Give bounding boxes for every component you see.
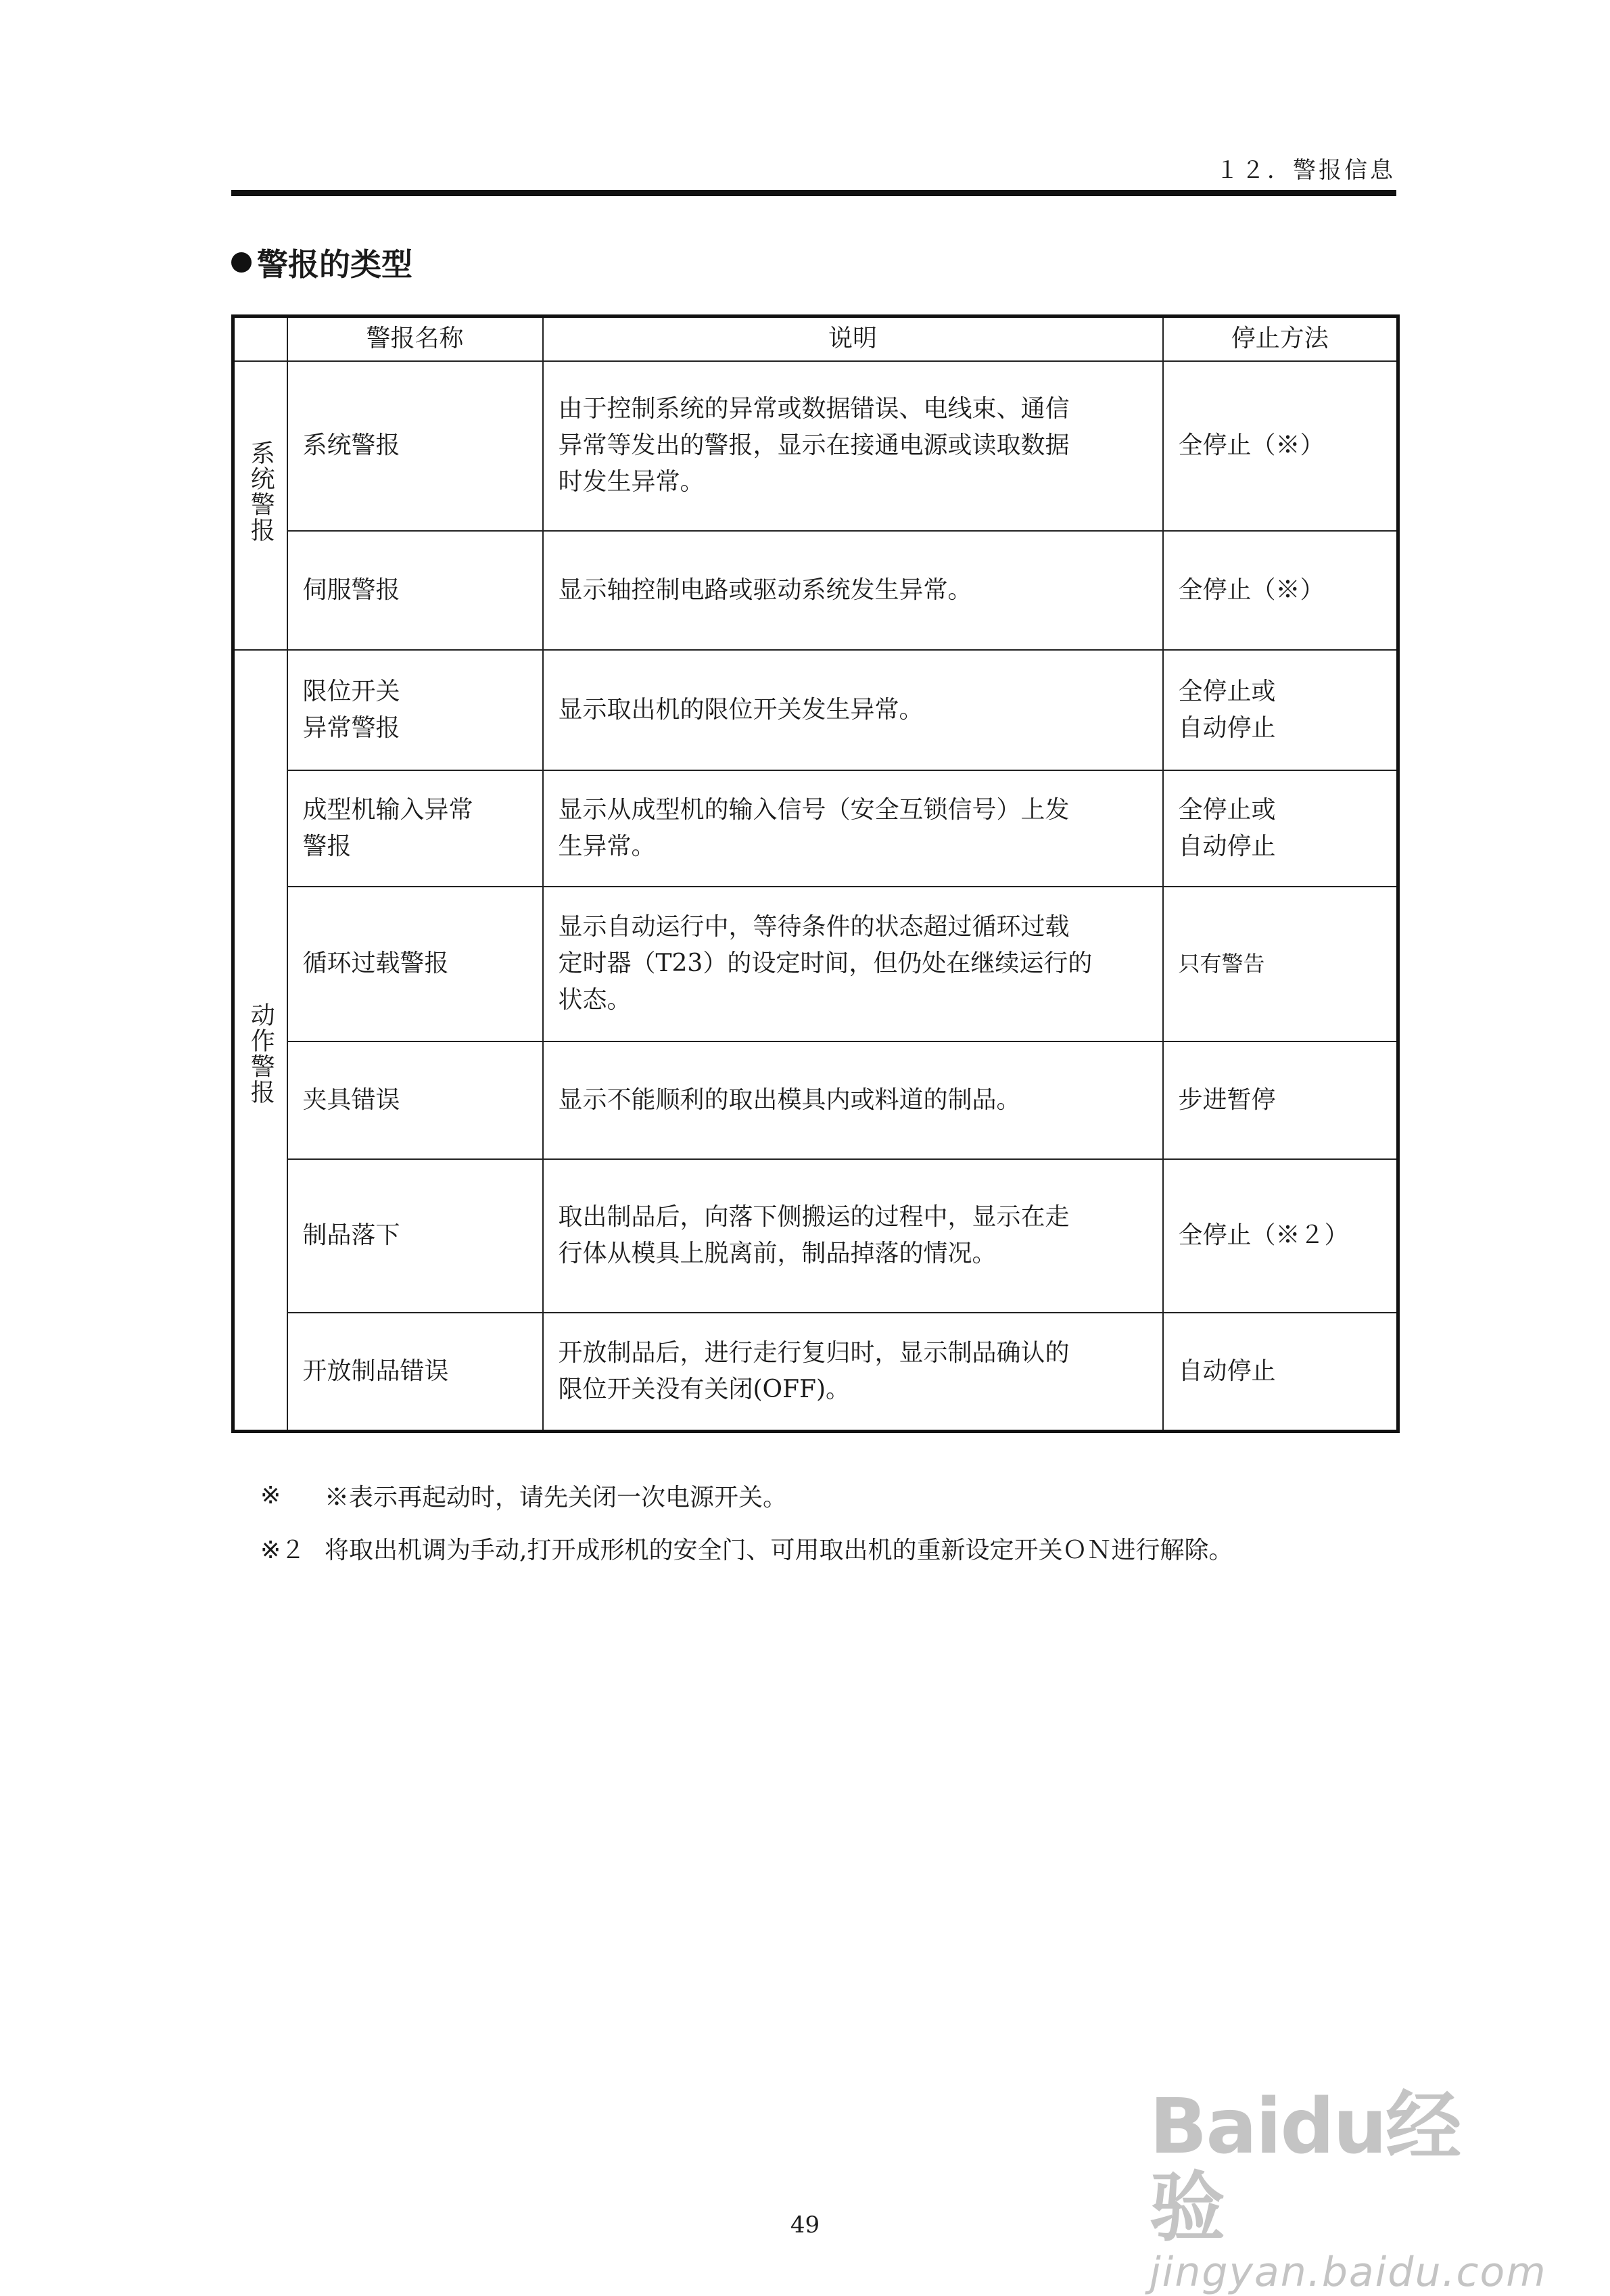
watermark-logo: Baidu经验 [1150, 2083, 1461, 2252]
table-row [233, 1159, 1398, 1313]
section-title [231, 240, 412, 285]
alarm-name: 制品落下 [287, 1159, 543, 1313]
alarm-stop: 自动停止 [1163, 1313, 1398, 1432]
alarm-name: 伺服警报 [287, 531, 543, 650]
baidu-watermark [1150, 2083, 1547, 2296]
alarm-stop: 全停止或 自动停止 [1163, 650, 1398, 770]
alarm-desc: 显示从成型机的输入信号（安全互锁信号）上发 生异常。 [543, 770, 1163, 887]
alarm-desc: 显示取出机的限位开关发生异常。 [543, 650, 1163, 770]
alarm-stop: 步进暂停 [1163, 1041, 1398, 1159]
alarm-desc: 由于控制系统的异常或数据错误、电线束、通信 异常等发出的警报，显示在接通电源或读取数据 时发生异常。 [543, 361, 1163, 531]
header-desc: 说明 [543, 317, 1163, 361]
header-group-cell [233, 317, 287, 361]
section-title-text: 警报的类型 [257, 246, 412, 283]
footnote-text: ※表示再起动时，请先关闭一次电源开关。 [325, 1483, 788, 1512]
footnote-text: 将取出机调为手动,打开成形机的安全门、可用取出机的重新设定开关ＯＮ进行解除。 [325, 1536, 1233, 1564]
alarm-stop: 全停止（※） [1163, 531, 1398, 650]
chapter-header: １２．警报信息 [1216, 157, 1396, 184]
watermark-url: jingyan.baidu.com [1150, 2249, 1547, 2296]
alarm-stop: 全停止或 自动停止 [1163, 770, 1398, 887]
table-row [233, 887, 1398, 1041]
alarm-stop: 全停止（※２） [1163, 1159, 1398, 1313]
footnote-mark: ※２ [260, 1536, 306, 1564]
header-stop: 停止方法 [1163, 317, 1398, 361]
alarm-name: 系统警报 [287, 361, 543, 531]
group-system-label: 系统警报 [247, 440, 275, 543]
bullet-icon [231, 252, 252, 273]
alarm-types-table [231, 314, 1400, 1433]
alarm-desc: 显示自动运行中，等待条件的状态超过循环过载 定时器（T23）的设定时间，但仍处在继续运行的 状态。 [543, 887, 1163, 1041]
table-row [233, 1313, 1398, 1432]
group-action-label: 动作警报 [247, 1002, 275, 1105]
alarm-desc: 显示不能顺利的取出模具内或料道的制品。 [543, 1041, 1163, 1159]
table-row [233, 770, 1398, 887]
alarm-desc: 取出制品后，向落下侧搬运的过程中，显示在走 行体从模具上脱离前，制品掉落的情况。 [543, 1159, 1163, 1313]
alarm-name: 成型机输入异常 警报 [287, 770, 543, 887]
table-row [233, 650, 1398, 770]
header-name: 警报名称 [287, 317, 543, 361]
footnote [260, 1522, 1233, 1574]
alarm-name: 限位开关 异常警报 [287, 650, 543, 770]
group-system-cell [233, 361, 287, 650]
footnote-mark: ※ [260, 1481, 281, 1509]
alarm-stop: 全停止（※） [1163, 361, 1398, 531]
alarm-name: 循环过载警报 [287, 887, 543, 1041]
alarm-stop: 只有警告 [1163, 887, 1398, 1041]
footnote [260, 1469, 1233, 1522]
alarm-name: 开放制品错误 [287, 1313, 543, 1432]
alarm-desc: 开放制品后，进行走行复归时，显示制品确认的 限位开关没有关闭(OFF)。 [543, 1313, 1163, 1432]
alarm-name: 夹具错误 [287, 1041, 543, 1159]
header-rule [231, 190, 1396, 196]
group-action-cell [233, 650, 287, 1432]
table-row [233, 1041, 1398, 1159]
table-row [233, 531, 1398, 650]
table-header-row [233, 317, 1398, 361]
alarm-desc: 显示轴控制电路或驱动系统发生异常。 [543, 531, 1163, 650]
footnotes [260, 1469, 1233, 1574]
table-row [233, 361, 1398, 531]
page-number: 49 [790, 2211, 820, 2239]
